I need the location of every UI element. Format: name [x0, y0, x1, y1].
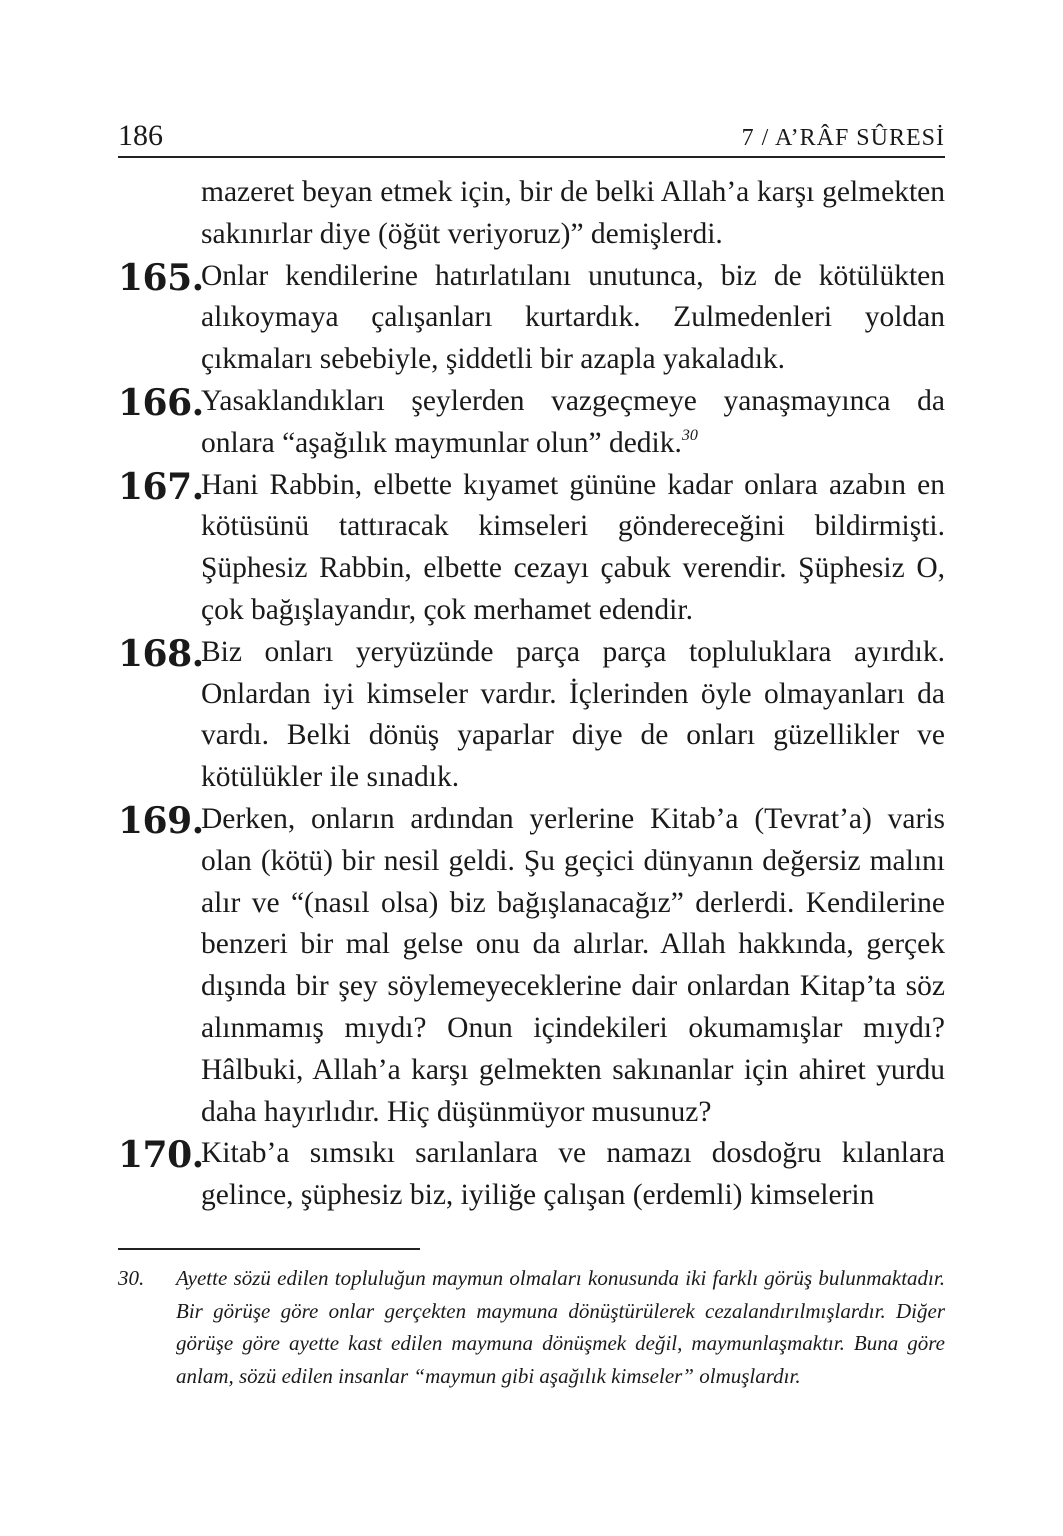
verse-168 — [118, 632, 945, 799]
verse-number: 165. — [118, 256, 204, 299]
verse-text-body: Yasaklandıkları şeylerden vazgeçmeye yanaşmayınca da onlara “aşağılık maymunlar olun” dedik. — [201, 384, 945, 459]
chapter-title: 7 / A’RÂF SÛRESİ — [741, 125, 945, 151]
header-rule — [118, 156, 945, 158]
footnote-rule — [118, 1248, 420, 1250]
footnote-reference[interactable]: 30 — [681, 426, 698, 444]
verse-text: Kitab’a sımsıkı sarılanlara ve namazı dosdoğru kılanlara gelince, şüphesiz biz, iyiliğe çalışan (erdemli) kimselerin — [201, 1137, 945, 1212]
verse-text: Hani Rabbin, elbette kıyamet gününe kadar onlara azabın en kötüsünü tattıracak kimseleri göndereceğini bildirmişti. Şüphesiz Rabbin, elbette cezayı çabuk verendir. Şüphesiz O, çok bağışlayandır, çok merhamet edendir. — [201, 468, 945, 626]
verse-text: Onlar kendilerine hatırlatılanı unutunca, biz de kötülükten alıkoymaya çalışanları kurtardık. Zulmedenleri yoldan çıkmaları sebebiyle, şiddetli bir azapla yakaladık. — [201, 259, 945, 376]
verse-text: mazeret beyan etmek için, bir de belki Allah’a karşı gelmekten sakınırlar diye (öğüt veriyoruz)” demişlerdi. — [201, 176, 945, 250]
verse-continuation — [118, 172, 945, 256]
footnote-number: 30. — [118, 1266, 145, 1290]
verse-number: 166. — [118, 381, 204, 424]
verse-number: 167. — [118, 465, 204, 508]
verse-169 — [118, 799, 945, 1133]
verse-number: 170. — [118, 1134, 204, 1177]
page-number: 186 — [118, 119, 163, 152]
verse-text: Biz onları yeryüzünde parça parça topluluklara ayırdık. Onlardan iyi kimseler vardır. İçlerinden öyle olmayanları da vardı. Belki dönüş yaparlar diye de onları güzellikler ve kötülükler ile sınadık. — [201, 635, 945, 794]
verse-170 — [118, 1133, 945, 1217]
verse-text — [201, 381, 945, 465]
verse-number: 168. — [118, 632, 204, 675]
footnote-text: Ayette sözü edilen topluluğun maymun olmaları konusunda iki farklı görüş bulunmaktadır. Bir görüşe göre onlar gerçekten maymuna dönüştürülerek cezalandırılmışlardır. Diğer görüşe göre ayette kast edilen maymuna dönüşmek değil, maymunlaşmaktır. Buna göre anlam, sözü edilen insanlar “maymun gibi aşağılık kimseler” olmuşlardır. — [176, 1266, 945, 1388]
verse-166 — [118, 381, 945, 465]
running-head — [118, 118, 945, 158]
verse-list — [118, 172, 945, 1217]
verse-text: Derken, onların ardından yerlerine Kitab’a (Tevrat’a) varis olan (kötü) bir nesil geldi. Şu geçici dünyanın değersiz malını alır ve “(nasıl olsa) biz bağışlanacağız” derlerdi. Kendilerine benzeri bir mal gelse onu da alırlar. Allah hakkında, gerçek dışında bir şey söylemeyeceklerine dair onlardan Kitap’ta söz alınmamış mıydı? Onun içindekileri okumamışlar mıydı? Hâlbuki, Allah’a karşı gelmekten sakınanlar için ahiret yurdu daha hayırlıdır. Hiç düşünmüyor musunuz? — [201, 802, 945, 1128]
verse-165 — [118, 256, 945, 381]
verse-number: 169. — [118, 799, 204, 842]
verse-167 — [118, 465, 945, 632]
footnote — [118, 1262, 945, 1392]
